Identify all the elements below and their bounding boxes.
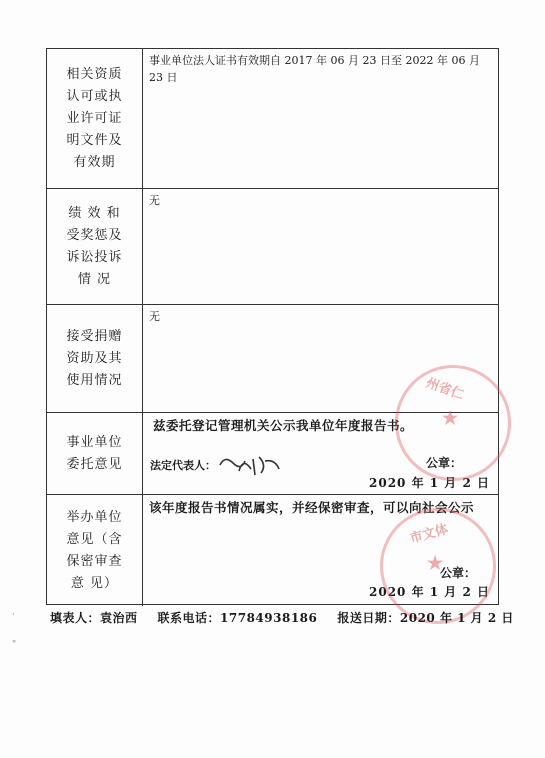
legal-rep-label: 法定代表人：: [150, 459, 216, 472]
official-stamp: [395, 365, 511, 481]
stamp-text: 市文体: [408, 522, 450, 547]
row-content: 无: [149, 310, 160, 323]
phone-text: 联系电话：17784938186: [157, 611, 318, 625]
row-label: 相关资质 认可或执 业许可证 明文件及 有效期: [47, 49, 143, 188]
date-text: 2020 年 1 月 2 日: [369, 476, 490, 490]
entrust-text: 兹委托登记管理机关公示我单位年度报告书。: [153, 418, 414, 433]
row-label: 举办单位 意见（含 保密审查 意 见）: [47, 495, 143, 606]
seal-label: 公章：: [425, 456, 462, 470]
row-label: 绩 效 和 受奖惩及 诉讼投诉 情 况: [47, 189, 143, 304]
report-footer: [50, 609, 514, 626]
filler-text: 填表人：袁治西: [50, 611, 138, 625]
star-icon: ★: [442, 408, 459, 429]
scan-mark: ": [12, 640, 17, 650]
row-content: 事业单位法人证书有效期自 2017 年 06 月 23 日至 2022 年 06 月 23 日: [149, 54, 480, 84]
date-text: 2020 年 1 月 2 日: [369, 585, 490, 599]
scan-mark: ·: [12, 610, 15, 620]
row-content: 无: [149, 194, 160, 207]
row-label: 接受捐赠 资助及其 使用情况: [47, 305, 143, 412]
official-stamp: [380, 508, 496, 624]
sponsor-opinion-text: 该年度报告书情况属实，并经保密审查，可以向社会公示: [149, 500, 475, 515]
table-row: [47, 49, 498, 189]
seal-label: 公章：: [439, 566, 476, 580]
report-date-text: 报送日期：2020 年 1 月 2 日: [337, 611, 514, 625]
star-icon: ★: [427, 553, 444, 574]
stamp-text: 州省仁: [423, 375, 466, 404]
table-row: [47, 189, 498, 305]
row-label: 事业单位 委托意见: [47, 413, 143, 494]
signature-image: [215, 451, 285, 477]
